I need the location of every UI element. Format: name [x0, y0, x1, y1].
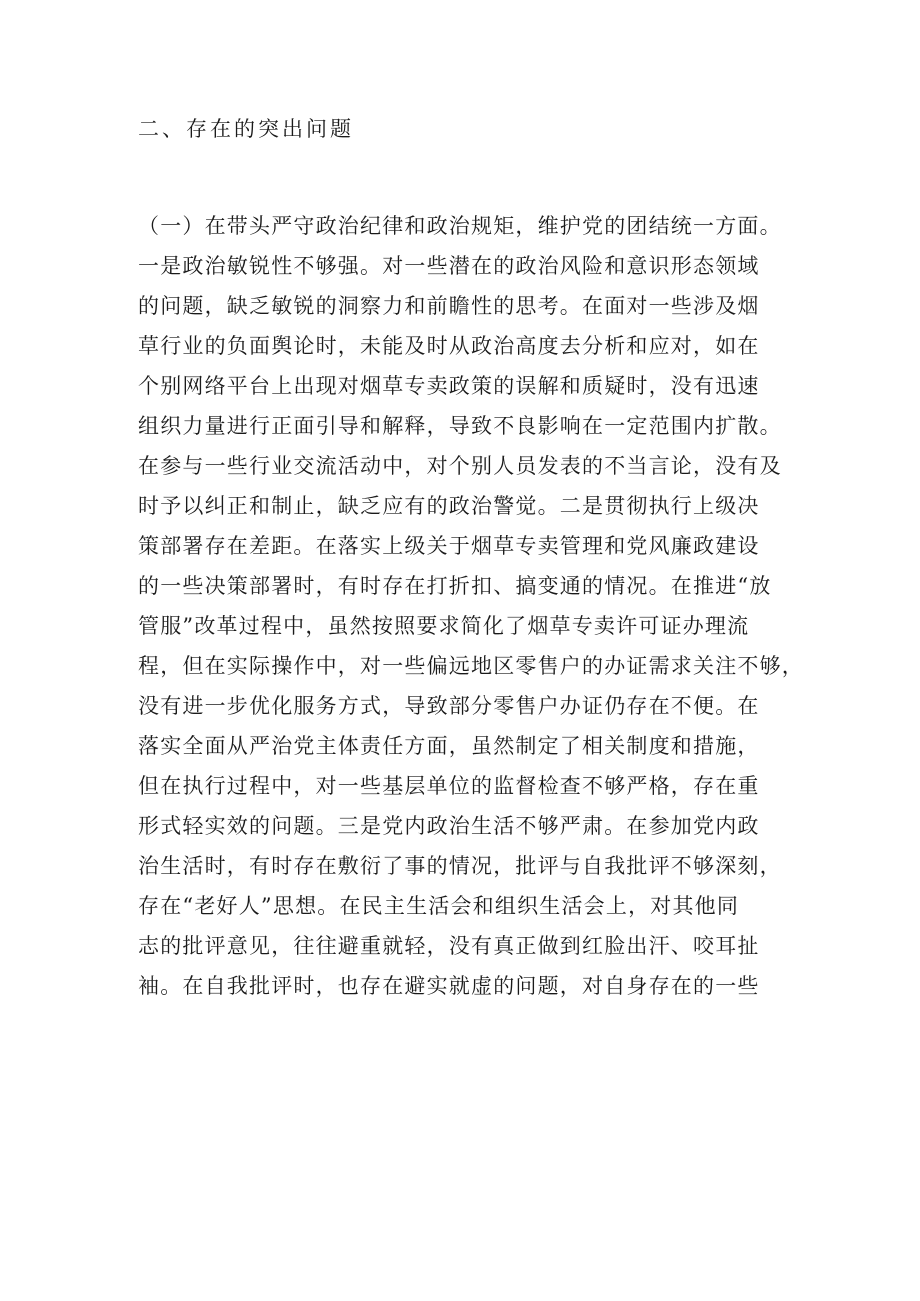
section-heading: 二、存在的突出问题	[138, 117, 354, 141]
paragraph-line: 存在“老好人”思想。在民主生活会和组织生活会上，对其他同	[138, 894, 740, 918]
paragraph-line: 的一些决策部署时，有时存在打折扣、搞变通的情况。在推进“放	[138, 574, 772, 598]
paragraph-line: 志的批评意见，往往避重就轻，没有真正做到红脸出汗、咬耳扯	[138, 934, 760, 958]
paragraph-line: 程，但在实际操作中，对一些偏远地区零售户的办证需求关注不够，	[138, 654, 804, 678]
paragraph-line: 的问题，缺乏敏锐的洞察力和前瞻性的思考。在面对一些涉及烟	[138, 294, 760, 318]
paragraph-line: 形式轻实效的问题。三是党内政治生活不够严肃。在参加党内政	[138, 814, 760, 838]
paragraph-line: 一是政治敏锐性不够强。对一些潜在的政治风险和意识形态领域	[138, 254, 760, 278]
paragraph-line: 个别网络平台上出现对烟草专卖政策的误解和质疑时，没有迅速	[138, 374, 760, 398]
paragraph-line: （一）在带头严守政治纪律和政治规矩，维护党的团结统一方面。	[138, 214, 782, 238]
paragraph-line: 组织力量进行正面引导和解释，导致不良影响在一定范围内扩散。	[138, 414, 782, 438]
paragraph-line: 袖。在自我批评时，也存在避实就虚的问题，对自身存在的一些	[138, 974, 760, 998]
paragraph-line: 草行业的负面舆论时，未能及时从政治高度去分析和应对，如在	[138, 334, 760, 358]
paragraph-line: 落实全面从严治党主体责任方面，虽然制定了相关制度和措施，	[138, 734, 760, 758]
paragraph-line: 策部署存在差距。在落实上级关于烟草专卖管理和党风廉政建设	[138, 534, 760, 558]
paragraph-line: 没有进一步优化服务方式，导致部分零售户办证仍存在不便。在	[138, 694, 760, 718]
body-paragraph	[138, 206, 804, 1006]
paragraph-line: 但在执行过程中，对一些基层单位的监督检查不够严格，存在重	[138, 774, 760, 798]
paragraph-line: 时予以纠正和制止，缺乏应有的政治警觉。二是贯彻执行上级决	[138, 494, 760, 518]
paragraph-line: 治生活时，有时存在敷衍了事的情况，批评与自我批评不够深刻，	[138, 854, 782, 878]
paragraph-line: 管服”改革过程中，虽然按照要求简化了烟草专卖许可证办理流	[138, 614, 750, 638]
paragraph-line: 在参与一些行业交流活动中，对个别人员发表的不当言论，没有及	[138, 454, 782, 478]
